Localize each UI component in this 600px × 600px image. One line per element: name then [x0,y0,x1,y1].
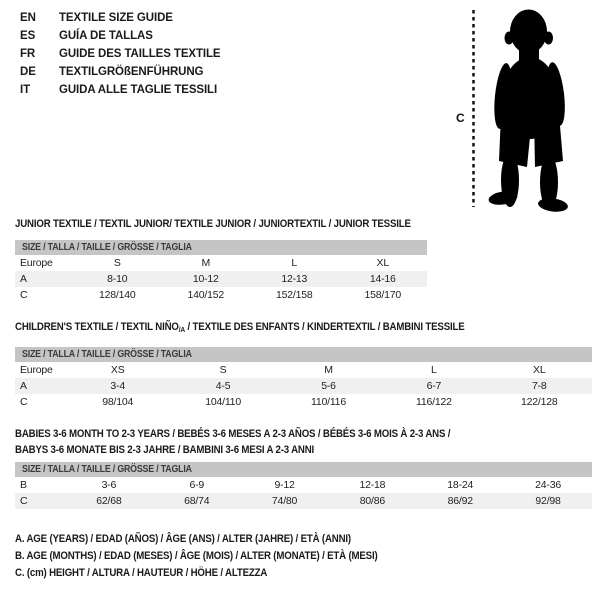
legend-line-a: A. AGE (YEARS) / EDAD (AÑOS) / ÂGE (ANS) / ALTER (JAHRE) / ETÀ (ANNI) [15,533,351,545]
junior-size-row [15,255,427,271]
junior-age-row-label: A [15,271,73,287]
junior-size-cell: M [201,257,211,269]
language-title-de: TEXTILGRÖßENFÜHRUNG [59,66,204,78]
children-height-cell: 122/128 [521,396,558,408]
height-letter-label: C [456,111,465,125]
babies-months-cell: 18-24 [447,479,474,491]
children-age-cell: 4-5 [170,378,275,394]
language-title-list [20,9,221,99]
babies-height-cell: 74/80 [241,493,329,509]
language-row-de [20,63,221,81]
babies-height-cell: 86/92 [416,493,504,509]
babies-height-row-label: C [15,493,65,509]
babies-months-row [15,477,592,493]
toddler-silhouette-icon [488,10,569,214]
children-age-cell: 3-4 [65,378,170,394]
language-title-es: GUÍA DE TALLAS [59,30,153,42]
junior-height-cell: 152/158 [275,289,313,301]
language-code-en: EN [20,12,36,24]
junior-age-cell: 10-12 [162,271,251,287]
children-height-cell: 104/110 [205,396,241,408]
babies-months-cell: 24-36 [535,479,561,491]
babies-height-row [15,493,592,509]
babies-height-cell: 92/98 [504,493,592,509]
babies-months-cell: 6-9 [189,479,205,491]
language-code-fr: FR [20,48,36,60]
children-table-header-bar [15,347,592,362]
babies-months-cell: 3-6 [101,479,117,491]
junior-size-row-label: Europe [20,257,53,269]
legend-line-c: C. (cm) HEIGHT / ALTURA / HAUTEUR / HÖHE / ALTEZZA [15,567,268,579]
children-height-cell: 110/116 [310,396,346,408]
toddler-height-figure [450,0,575,215]
children-size-cell: XS [110,364,125,376]
children-title-subscript: /A [178,325,186,334]
junior-age-row [15,271,427,287]
children-height-cell: 98/104 [102,396,134,408]
junior-age-cell: 12-13 [250,271,339,287]
junior-size-cell: L [291,257,298,269]
language-title-it: GUIDA ALLE TAGLIE TESSILI [59,84,218,96]
babies-height-cell: 62/68 [65,493,153,509]
junior-height-cell: 140/152 [187,289,225,301]
children-size-cell: S [219,364,227,376]
measurement-legend [15,533,427,584]
junior-height-cell: 158/170 [364,289,402,301]
language-code-es: ES [20,30,36,42]
language-title-en: TEXTILE SIZE GUIDE [59,12,173,24]
junior-height-row-label: C [20,289,28,301]
babies-months-cell: 9-12 [274,479,295,491]
children-age-row-label: A [15,378,65,394]
language-code-de: DE [20,66,36,78]
children-age-row [15,378,592,394]
junior-section-title-text: JUNIOR TEXTILE / TEXTIL JUNIOR/ TEXTILE JUNIOR / JUNIORTEXTIL / JUNIOR TESSILE [15,218,411,230]
children-table-header-label: SIZE / TALLA / TAILLE / GRÖSSE / TAGLIA [22,349,192,360]
junior-table-header-label: SIZE / TALLA / TAILLE / GRÖSSE / TAGLIA [22,242,192,253]
language-code-it: IT [20,84,31,96]
children-age-cell: 5-6 [276,378,381,394]
junior-section-title [15,218,465,230]
children-size-cell: M [324,364,333,376]
junior-size-cell: S [113,257,121,269]
junior-size-table [15,240,427,303]
junior-size-cell: XL [376,257,389,269]
children-height-row-label: C [20,396,28,408]
junior-age-cell: 14-16 [339,271,428,287]
junior-height-row [15,287,427,303]
babies-table-header-label: SIZE / TALLA / TAILLE / GRÖSSE / TAGLIA [22,464,192,475]
children-height-row [15,394,592,410]
babies-height-cell: 68/74 [153,493,241,509]
children-height-cell: 116/122 [415,396,452,408]
language-title-fr: GUIDE DES TAILLES TEXTILE [59,48,221,60]
children-size-table [15,347,592,410]
junior-table-header-bar [15,240,427,255]
babies-table-header-bar [15,462,592,477]
children-section-title-text: CHILDREN'S TEXTILE / TEXTIL $NIÑO_{/A}$ / TEXTILE DES ENFANTS / KINDERTEXTIL / BAMBINI TESSILE [15,321,465,334]
babies-months-row-label: B [20,479,27,491]
language-row-es [20,27,221,45]
babies-height-cell: 80/86 [328,493,416,509]
babies-section-title-line1: BABIES 3-6 MONTH TO 2-3 YEARS / BEBÉS 3-6 MESES A 2-3 AÑOS / BÉBÉS 3-6 MOIS À 2-3 ANS / [15,428,451,440]
children-size-row-label: Europe [20,364,53,376]
children-size-cell: L [431,364,437,376]
children-age-cell: 6-7 [381,378,486,394]
babies-section-title-line2: BABYS 3-6 MONATE BIS 2-3 JAHRE / BAMBINI 3-6 MESI A 2-3 ANNI [15,443,315,456]
children-size-row [15,362,592,378]
language-row-it [20,81,221,99]
language-row-en [20,9,221,27]
junior-height-cell: 128/140 [98,289,136,301]
junior-age-cell: 8-10 [73,271,162,287]
legend-line-b: B. AGE (MONTHS) / EDAD (MESES) / ÂGE (MOIS) / ALTER (MONATE) / ETÀ (MESI) [15,550,378,562]
children-age-cell: 7-8 [487,378,592,394]
children-size-cell: XL [533,364,546,376]
babies-section-title [15,427,510,458]
children-section-title [15,321,526,334]
language-row-fr [20,45,221,63]
babies-months-cell: 12-18 [359,479,386,491]
babies-size-table [15,462,592,509]
